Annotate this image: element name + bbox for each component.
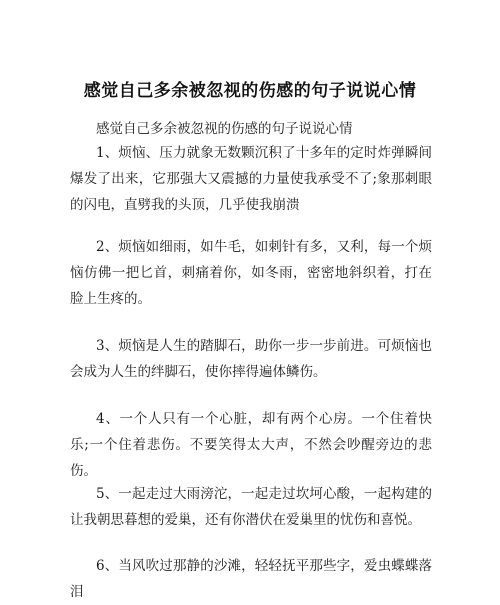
document-subtitle: 感觉自己多余被忽视的伤感的句子说说心情 [96,121,353,137]
paragraph-1: 1、烦恼、压力就象无数颗沉积了十多年的定时炸弹瞬间爆发了出来，它那强大又震撼的力量使我承受不了;象那刺眼的闪电，直劈我的头顶，几乎使我崩溃 [70,145,432,213]
paragraph-3: 3、烦恼是人生的踏脚石，助你一步一步前进。可烦恼也会成为人生的绊脚石，使你摔得遍体鳞伤。 [70,338,432,380]
paragraph-5: 5、一起走过大雨滂沱，一起走过坎坷心酸，一起构建的让我朝思暮想的爱巢，还有你潜伏在爱巢里的忧伤和喜悦。 [70,486,432,528]
paragraph-2: 2、烦恼如细雨，如牛毛，如刺针有多，又利，每一个烦恼仿佛一把匕首，刺痛着你，如冬雨，密密地斜织着，打在脸上生疼的。 [70,239,432,307]
paragraph-6: 6、当风吹过那静的沙滩，轻轻抚平那些字，爱虫蝶蝶落泪 [70,558,432,600]
document-title: 感觉自己多余被忽视的伤感的句子说说心情 [83,81,417,101]
paragraph-4: 4、一个人只有一个心脏，却有两个心房。一个住着快乐;一个住着悲伤。不要笑得太大声，不然会吵醒旁边的悲伤。 [70,411,432,479]
